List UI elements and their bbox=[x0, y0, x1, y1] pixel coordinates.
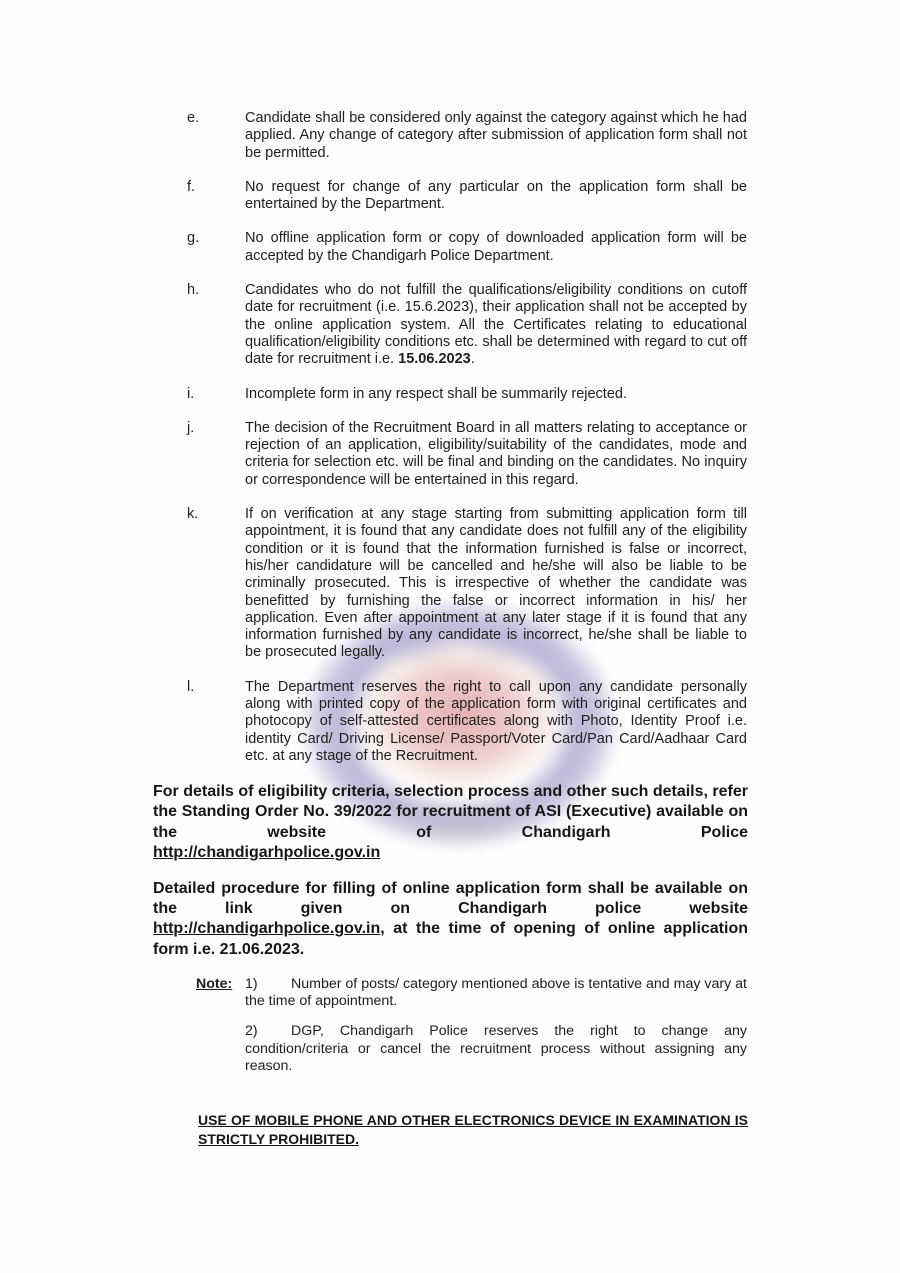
note-item-1 bbox=[245, 976, 747, 1011]
list-item-text: Candidates who do not fulfill the qualifications/eligibility conditions on cutoff date for recruitment (i.e. 15.6.2023), their application shall not be accepted by the online application system. All the Certificates relating to educational qualification/eligibility conditions etc. shall be determined with regard to cut off date for recruitment i.e. 15.06.2023. bbox=[245, 282, 747, 368]
list-item-letter: g. bbox=[187, 230, 200, 247]
list-item-text: No request for change of any particular on the application form shall be entertained by the Department. bbox=[245, 178, 747, 213]
list-item-g bbox=[187, 230, 747, 265]
list-item-letter: f. bbox=[187, 178, 196, 195]
list-item-j bbox=[187, 419, 747, 489]
note-label: Note: bbox=[196, 975, 233, 992]
list-item-h bbox=[187, 282, 747, 368]
list-item-letter: j. bbox=[187, 419, 195, 436]
note-item-number: 2) bbox=[245, 1023, 258, 1040]
paragraph-text: Detailed procedure for filling of online application form shall be available on the link given on Chandigarh police website bbox=[153, 880, 748, 918]
list-item-text: The Department reserves the right to call upon any candidate personally along with printed copy of the application form with original certificates and photocopy of self-attested certificates along with Photo, Identity Proof i.e. identity Card/ Driving License/ Passport/Voter Card/Pan Card/Aadhaar Card etc. at any stage of the Recruitment. bbox=[245, 678, 747, 764]
list-item-letter: i. bbox=[187, 385, 195, 402]
online-application-procedure-paragraph bbox=[153, 879, 748, 960]
list-item-text: Incomplete form in any respect shall be summarily rejected. bbox=[245, 385, 627, 402]
paragraph-link-line bbox=[153, 843, 748, 863]
paragraph-link-line: http://chandigarhpolice.gov.in, at the time of opening of online application form i.e. 21.06.2023. bbox=[153, 920, 748, 958]
list-item-letter: e. bbox=[187, 110, 200, 126]
list-item-letter: h. bbox=[187, 282, 200, 299]
chandigarh-police-url: http://chandigarhpolice.gov.in bbox=[153, 920, 381, 938]
list-item-k bbox=[187, 506, 747, 662]
note-section bbox=[196, 975, 747, 1075]
list-item-i bbox=[187, 385, 747, 403]
note-item-text: DGP, Chandigarh Police reserves the right to change any condition/criteria or cancel the recruitment process without assigning any reason. bbox=[245, 1023, 747, 1075]
list-item-letter: l. bbox=[187, 678, 195, 695]
note-item-number: 1) bbox=[245, 975, 258, 992]
list-item-text: The decision of the Recruitment Board in all matters relating to acceptance or rejection of an application, eligibility/suitability of the candidates, mode and criteria for selection etc. will be final and binding on the candidates. No inquiry or correspondence will be entertained in this regard. bbox=[245, 419, 747, 488]
eligibility-details-paragraph bbox=[153, 782, 748, 863]
list-item-l bbox=[187, 678, 747, 765]
list-item-text: Candidate shall be considered only against the category against which he had applied. Any change of category after submission of application form shall not be permitted. bbox=[245, 110, 747, 161]
mobile-phone-prohibition-warning: USE OF MOBILE PHONE AND OTHER ELECTRONICS DEVICE IN EXAMINATION IS STRICTLY PROHIBITED. bbox=[198, 1112, 748, 1148]
note-item-text: Number of posts/ category mentioned above is tentative and may vary at the time of appointment. bbox=[245, 975, 747, 1010]
chandigarh-police-url: http://chandigarhpolice.gov.in bbox=[153, 843, 381, 861]
list-item-f bbox=[187, 178, 747, 214]
list-item-text: If on verification at any stage starting from submitting application form till appointment, it is found that any candidate does not fulfill any of the eligibility condition or it is found that the information furnished is false or incorrect, his/her candidature will be cancelled and he/she will also be liable to be criminally prosecuted. This is irrespective of whether the candidate was benefitted by furnishing the false or incorrect information in his/ her application. Even after appointment at any later stage if it is found that any information furnished by any candidate is incorrect, he/she shall be liable to be prosecuted legally. bbox=[245, 506, 747, 661]
list-item-text: No offline application form or copy of downloaded application form will be accepted by the Chandigarh Police Department. bbox=[245, 230, 747, 264]
list-item-e bbox=[187, 110, 747, 162]
note-item-2 bbox=[245, 1023, 747, 1075]
paragraph-text: For details of eligibility criteria, selection process and other such details, refer the Standing Order No. 39/2022 for recruitment of ASI (Executive) available on the website of Chandigarh Police bbox=[153, 783, 748, 841]
lettered-list bbox=[187, 110, 747, 765]
list-item-letter: k. bbox=[187, 506, 199, 523]
